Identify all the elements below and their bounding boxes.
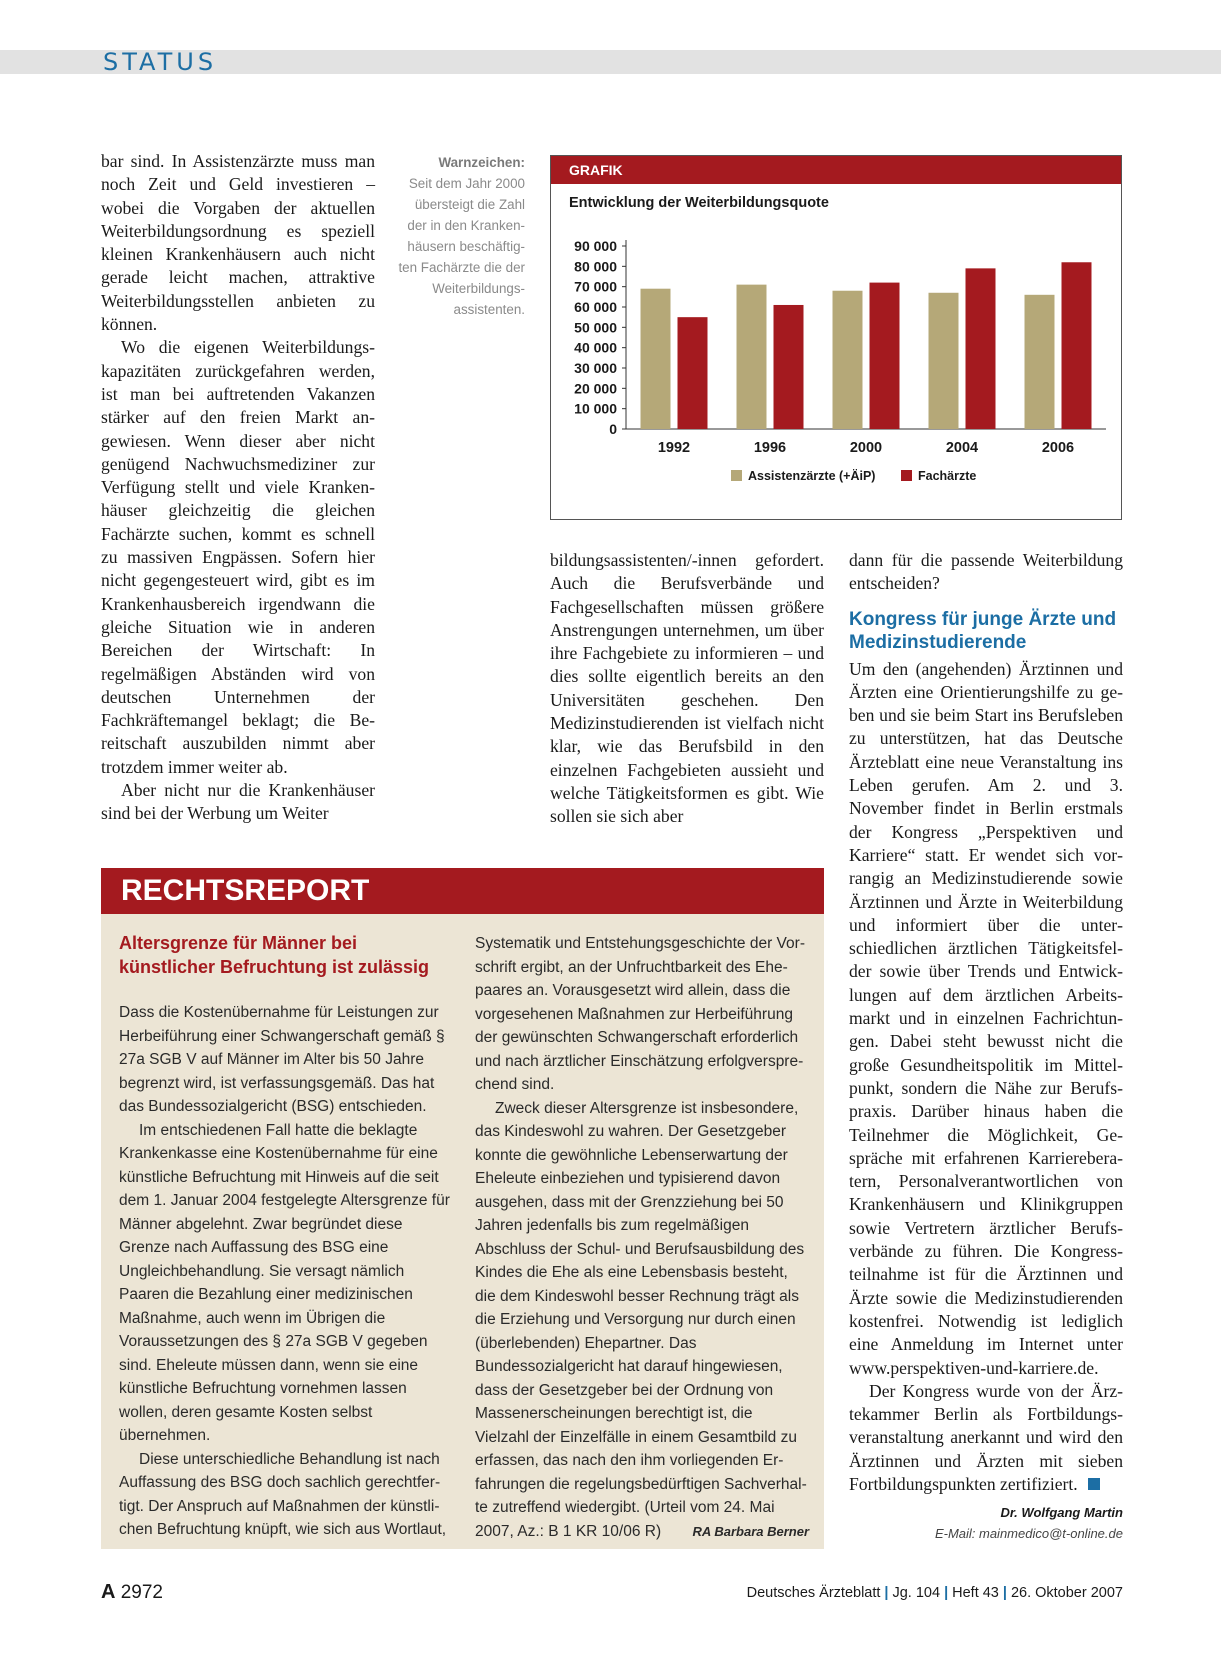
y-tick-label: 70 000 <box>574 278 617 295</box>
journal-name: Deutsches Ärzteblatt <box>746 1585 881 1601</box>
paragraph: Wo die eigenen Weiterbildungskapazitäten zurückgefahren werden, ist man bei auftretenden Vakanzen stärker auf den freien Markt angewiesen. Wenn dieser aber nicht genügend Nachwuchsmediziner zur Verfügung stellt und viele Krankenhäuser gleichzeitig die gleichen Fachärzte suchen, kommt es schnell zu massiven Engpässen. Sofern hier nicht gegengesteuert wird, gibt es im Krankenhausbereich irgendwann die gleiche Situation wie in anderen Bereichen der Wirtschaft: In regelmäßigen Abständen wird von deutschen Unternehmen der Fachkräftemangel beklagt; die Bereitschaft auszubilden nimmt aber trotzdem immer weiter ab. <box>101 337 375 777</box>
rechtsreport-author: RA Barbara Berner <box>692 1523 809 1539</box>
bar-chart <box>551 184 1120 518</box>
legend-swatch <box>901 470 912 481</box>
chart-title: Entwicklung der Weiterbildungsquote <box>569 195 829 211</box>
bar-assistenzaerzte <box>833 291 863 429</box>
paragraph-text: Zweck dieser Altersgrenze ist insbesondere, das Kindeswohl zu wahren. Der Gesetzgeber konnte die gewöhnliche Lebenserwartung der Eheleute einbeziehen und typisierend davon ausgehen, dass mit der Grenzziehung bei 50 Jahren jedenfalls bis zum regelmäßigen Abschluss der Schul- und Berufsausbildung des Kindes die Ehe als eine Lebensbasis besteht, die dem Kindeswohl besser Rechnung trägt als die Erziehung und Versorgung nur durch einen (überlebenden) Ehepartner. Das Bundessozialgericht hat darauf hingewiesen, dass der Gesetzgeber bei der Ordnung von Massenerscheinungen berechtigt ist, die Vielzahl der Einzelfälle in einem Gesamtbild zu erfassen, das nach den ihm vorliegenden Erfahrungen die regelungsbedürftigen Sachverhalte zutreffend wiedergibt. (Urteil vom 24. Mai 2007, Az.: B 1 KR 10/06 R) <box>475 1099 807 1540</box>
page-number-value: 2972 <box>120 1582 164 1603</box>
paragraph-text: Der Kongress wurde von der Ärztekammer Berlin als Fortbildungsveranstaltung anerkannt und wird den Ärztinnen und Ärzten mit sieben Fortbildungspunkten zertifiziert. <box>849 1380 1123 1494</box>
margin-note-text: Seit dem Jahr 2000 übersteigt die Zahl der in den Krankenhäusern beschäftigten Fachärzte die der Weiterbildungsassistenten. <box>398 176 525 317</box>
journal-issue: Heft 43 <box>952 1585 999 1601</box>
bar-fachaerzte <box>870 283 900 429</box>
y-tick-label: 50 000 <box>574 319 617 336</box>
y-tick-label: 60 000 <box>574 299 617 315</box>
legend-label: Fachärzte <box>918 469 977 483</box>
paragraph: Um den (angehenden) Ärztinnen und Ärzten eine Orientierungshilfe zu geben und sie beim Start ins Berufsleben zu unterstützen, hat das Deutsche Ärzteblatt eine neue Veranstaltung ins Leben gerufen. Am 2. und 3. November findet in Berlin erstmals der Kongress „Perspektiven und Karriere“ statt. Er wendet sich vorrangig an Medizinstudierende sowie Ärztinnen und Ärzte in Weiterbildung und informiert über die unterschiedlichen ärztlichen Tätigkeitsfelder sowie über Trends und Entwicklungen auf dem ärztlichen Arbeitsmarkt und in einzelnen Fachrichtungen. Dabei steht bewusst nicht die große Gesundheitspolitik im Mittelpunkt, sondern die Nähe zur Berufspraxis. Darüber hinaus haben die Teilnehmer die Möglichkeit, Gespräche mit erfahrenen Karriereberatern, Personalverantwortlichen von Krankenhäusern und Klinikgruppen sowie Vertretern ärztlicher Berufsverbände zu führen. Die Kongressteilnahme ist für die Ärztinnen und Ärzte sowie die Medizinstudierenden kostenfrei. Notwendig ist lediglich eine Anmeldung im Internet unter www.perspektiven-und-karriere.de. <box>849 658 1123 1378</box>
legend-label: Assistenzärzte (+ÄiP) <box>748 469 876 483</box>
chart-box <box>550 155 1122 520</box>
paragraph: Aber nicht nur die Krankenhäuser sind bei der Werbung um Weiter <box>101 780 375 824</box>
rechtsreport-column-1 <box>119 932 453 1542</box>
article-column-2 <box>550 549 824 829</box>
y-tick-label: 20 000 <box>574 380 617 397</box>
chart-label: GRAFIK <box>551 156 1121 184</box>
bar-assistenzaerzte <box>1025 295 1055 429</box>
paragraph: bildungsassistenten/-innen gefordert. Auch die Berufsverbände und Fachgesellschaften müssen größere Anstrengungen unternehmen, um über ihre Fachgebiete zu informieren – und dies sollte eigentlich bereits an den Universitäten geschehen. Den Medizinstudierenden ist vielfach nicht klar, wie das Berufsbild in den einzelnen Fachgebieten aussieht und welche Tätigkeitsformen es gibt. Wie sollen sie sich aber <box>550 550 824 827</box>
paragraph: Systematik und Entstehungsgeschichte der Vorschrift ergibt, an der Unfruchtbarkeit des Ehepaares an. Vorausgesetzt wird allein, dass die vorgesehenen Maßnahmen zur Herbeiführung der gewünschten Schwangerschaft erforderlich und nach ärztlicher Einschätzung erfolgversprechend sind. <box>475 935 805 1093</box>
page-number <box>101 1581 163 1604</box>
margin-note-heading: Warnzeichen: <box>438 155 525 170</box>
margin-note <box>396 152 525 320</box>
article-column-3 <box>849 549 1123 1544</box>
author-name: Dr. Wolfgang Martin <box>1000 1505 1123 1521</box>
separator: | <box>944 1585 949 1601</box>
y-tick-label: 10 000 <box>574 400 617 417</box>
page-prefix: A <box>101 1581 116 1603</box>
author-email: E-Mail: mainmedico@t-online.de <box>934 1526 1123 1542</box>
paragraph: Diese unterschiedliche Behandlung ist nach Auffassung des BSG doch sachlich gerechtfertigt. Der Anspruch auf Maßnahmen der künstlichen Befruchtung knüpft, wie sich aus Wortlaut, <box>119 1450 447 1538</box>
paragraph: Dass die Kostenübernahme für Leistungen zur Herbeiführung einer Schwangerschaft gemäß § 27a SGB V auf Männer im Alter bis 50 Jahre begrenzt wird, ist verfassungsgemäß. Das hat das Bundessozialgericht (BSG) entschieden. <box>119 1004 445 1115</box>
y-tick-label: 90 000 <box>574 238 617 254</box>
bar-fachaerzte <box>774 305 804 429</box>
subheading: Kongress für junge Ärzte und Medizinstudierende <box>849 608 1117 653</box>
separator: | <box>884 1585 889 1601</box>
bar-assistenzaerzte <box>737 285 767 429</box>
journal-footer <box>747 1585 1123 1601</box>
paragraph: dann für die passende Weiterbildung entscheiden? <box>849 550 1123 594</box>
section-label: STATUS <box>103 48 218 76</box>
separator: | <box>1002 1585 1007 1601</box>
y-tick-label: 0 <box>609 421 617 437</box>
x-tick-label: 1992 <box>657 440 691 456</box>
journal-date: 26. Oktober 2007 <box>1010 1585 1123 1601</box>
rechtsreport-title: Altersgrenze für Männer bei künstlicher Befruchtung ist zulässig <box>119 933 430 977</box>
paragraph: bar sind. In Assistenzärzte muss man noch Zeit und Geld investieren – wobei die Vorgaben der aktuellen Weiterbildungsordnung es speziell kleinen Krankenhäusern auch nicht gerade leicht machen, attraktive Weiterbildungsstellen anbieten zu können. <box>101 151 375 335</box>
bar-assistenzaerzte <box>929 293 959 429</box>
rechtsreport-box <box>101 868 824 1549</box>
rechtsreport-heading: RECHTSREPORT <box>101 868 824 914</box>
journal-volume: Jg. 104 <box>892 1585 941 1601</box>
y-tick-label: 80 000 <box>574 258 617 275</box>
x-tick-label: 2006 <box>1041 440 1075 456</box>
y-tick-label: 30 000 <box>574 360 617 376</box>
bar-fachaerzte <box>966 268 996 429</box>
article-column-1 <box>101 150 375 826</box>
legend-swatch <box>731 470 742 481</box>
paragraph <box>849 1380 1123 1496</box>
y-tick-label: 40 000 <box>574 339 617 356</box>
paragraph <box>475 1097 809 1544</box>
x-tick-label: 2000 <box>849 440 883 456</box>
x-tick-label: 2004 <box>945 440 979 456</box>
end-of-article-square-icon <box>1088 1478 1100 1490</box>
bar-fachaerzte <box>678 317 708 429</box>
x-tick-label: 1996 <box>753 440 787 456</box>
author-block <box>849 1502 1123 1544</box>
rechtsreport-column-2 <box>475 932 809 1543</box>
bar-fachaerzte <box>1062 262 1092 429</box>
paragraph: Im entschiedenen Fall hatte die beklagte Krankenkasse eine Kostenübernahme für eine künstliche Befruchtung mit Hinweis auf die seit dem 1. Januar 2004 festgelegte Altersgrenze für Männer abgelehnt. Zwar begründet diese Grenze nach Auffassung des BSG eine Ungleichbehandlung. Sie versagt nämlich Paaren die Bezahlung einer medizinischen Maßnahme, auch wenn im Übrigen die Voraussetzungen des § 27a SGB V gegeben sind. Eheleute müssen dann, wenn sie eine künstliche Befruchtung vornehmen lassen wollen, deren gesamte Kosten selbst übernehmen. <box>119 1121 450 1444</box>
bar-assistenzaerzte <box>641 289 671 429</box>
